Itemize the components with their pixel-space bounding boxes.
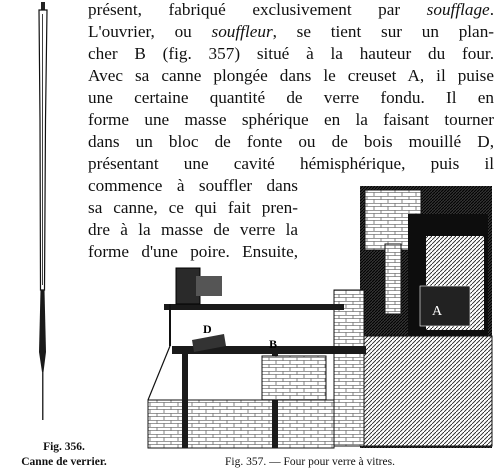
furnace-front-wall (334, 290, 364, 446)
fig356-caption: Canne de verrier. (21, 456, 107, 468)
cylinder-support (196, 276, 222, 296)
pipe-end (42, 372, 44, 420)
text-line-4: Avec sa canne plongée dans le creuset A, il puise (88, 66, 494, 85)
pipe-wooden-grip (39, 290, 46, 372)
furnace-illustration (148, 186, 492, 448)
furnace-base (364, 336, 492, 446)
text-line-5: une certaine quantité de verre fondu. Il en (88, 88, 494, 107)
text-run: . (489, 0, 494, 19)
platform-post-1 (182, 354, 188, 448)
text-line-3: cher B (fig. 357) situé à la hauteur du four. (88, 44, 494, 63)
text-line-11: dre à la masse de verre la (88, 220, 298, 239)
furnace-pillar (385, 244, 401, 314)
glassblower-pipe-illustration (39, 2, 47, 420)
text-line-9: commence à souffler dans (88, 176, 298, 195)
text-line-10: sa canne, ce qui fait pren- (88, 198, 298, 217)
platform-support (262, 356, 326, 400)
italic-term-souffleur: souffleur (211, 22, 273, 41)
text-line-12: forme d'une poire. Ensuite, (88, 242, 298, 261)
italic-term-soufflage: soufflage (426, 0, 490, 19)
label-A: A (432, 304, 443, 319)
fig356-number: Fig. 356. (43, 441, 85, 453)
ramp-line (148, 346, 170, 400)
text-run: L'ouvrier, ou (88, 22, 212, 41)
fig357-caption: Fig. 357. — Four pour verre à vitres. (225, 456, 395, 468)
pipe-tube (39, 10, 47, 290)
text-run: présent, fabriqué exclusivement par (88, 0, 427, 19)
label-D: D (203, 322, 212, 336)
text-line-7: dans un bloc de fonte ou de bois mouillé D, (88, 132, 494, 151)
text-line-6: forme une masse sphérique en la faisant tourner (88, 110, 494, 129)
text-line-8: présentant une cavité hémisphérique, puis il (88, 154, 494, 173)
crucible-A (420, 286, 470, 326)
pit-brickwork (148, 400, 334, 448)
text-run: , se tient sur un plan- (272, 22, 494, 41)
label-B: B (269, 337, 278, 351)
upper-beam (164, 304, 344, 310)
pipe-mouthpiece (41, 2, 45, 10)
